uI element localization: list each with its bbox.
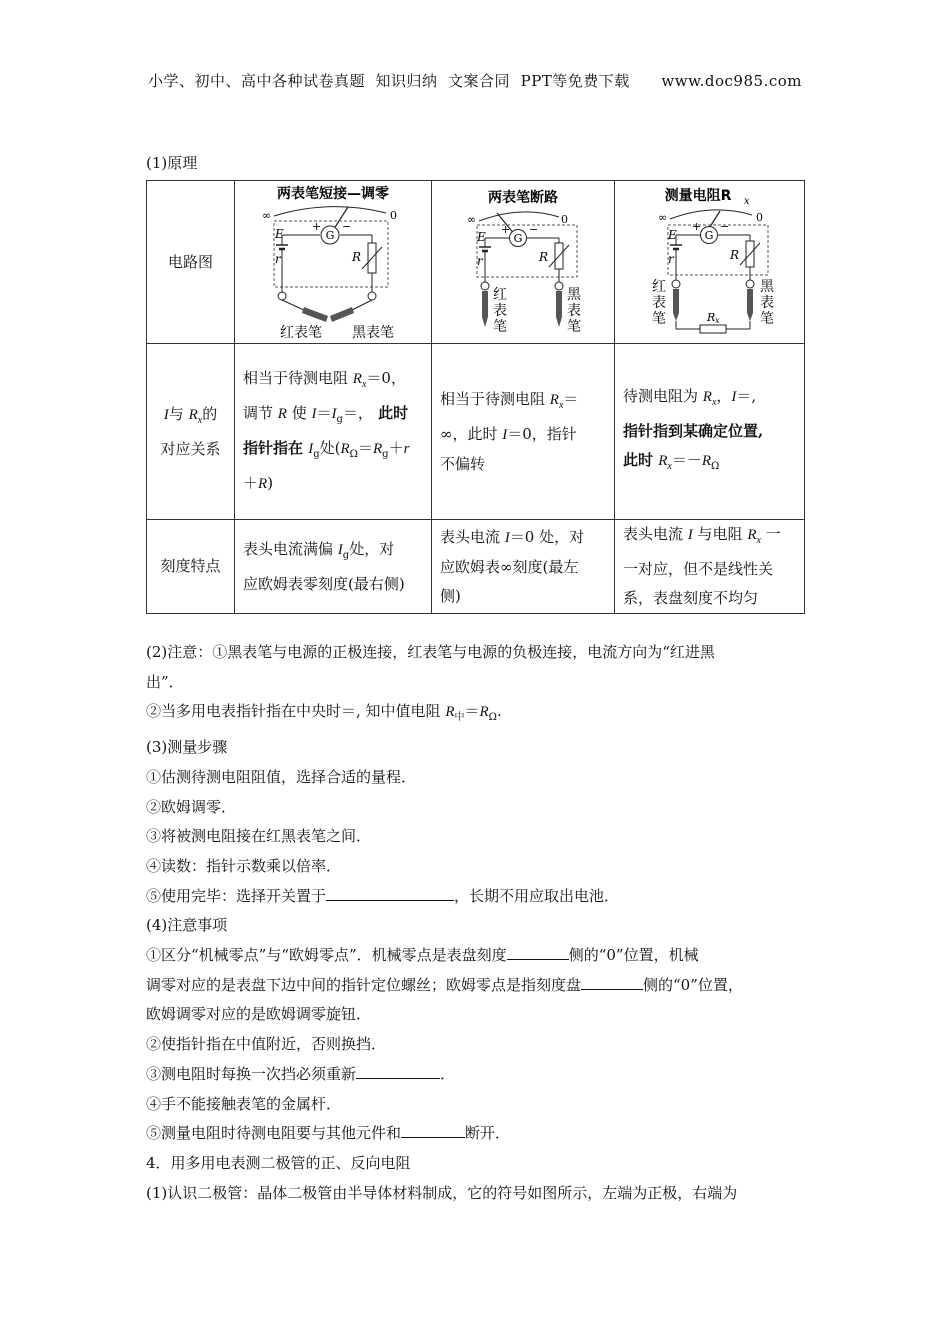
fig1-red-label: 红表笔 — [280, 325, 322, 341]
fig2-black-probe — [556, 291, 562, 317]
fig2-black-label-1: 黑 — [567, 287, 581, 303]
step-3: ③将被测电阻接在红黑表笔之间． — [146, 827, 372, 846]
fig1-minus: − — [342, 220, 352, 233]
fig3-red-label-1: 红 — [651, 279, 666, 295]
table-row-circuit — [147, 181, 805, 344]
fig2-red-probe — [482, 291, 488, 317]
fig2-red-label-2: 表 — [493, 303, 507, 319]
fig1-plus: + — [312, 220, 322, 233]
figure-short-circuit — [235, 181, 432, 344]
table-row-relation — [147, 344, 805, 520]
fig2-infinity: ∞ — [467, 213, 477, 226]
fig3-title-sub: x — [743, 196, 750, 207]
fig1-R: R — [352, 250, 362, 264]
page-header: 小学、初中、高中各种试卷真题 知识归纳 文案合同 PPT等免费下载 www.doc985.com — [147, 72, 802, 90]
fig3-G: G — [704, 229, 713, 242]
cell-scale-open: 表头电流 I＝0 处，对 应欧姆表∞刻度(最左 侧) — [432, 520, 615, 614]
rh-yu: 与 — [168, 404, 184, 423]
fig3-R: R — [729, 248, 739, 262]
fig2-zero: 0 — [561, 213, 568, 226]
fig1-G: G — [325, 229, 335, 242]
fig3-rx-sub: x — [714, 316, 720, 325]
circuit-diagram-open — [437, 183, 609, 341]
section-principle-title: (1)原理 — [146, 154, 198, 172]
fig3-E: E — [667, 228, 677, 242]
rh-I: I — [163, 406, 169, 423]
diode-line-1: (1)认识二极管：晶体二极管由半导体材料制成，它的符号如图所示，左端为正极，右端为 — [146, 1183, 738, 1202]
cell-relation-short: 相当于待测电阻 $R_x=0$， 调节 R 使 $I=I_g=$， 此时 指针指在 $I_g$处($R_\Omega=R_g+r$ ＋R) — [235, 344, 432, 520]
fig1-black-label: 黑表笔 — [352, 325, 394, 341]
fig2-scale-arc — [479, 212, 559, 221]
figure-measure-rx — [615, 181, 805, 344]
fig1-black-probe — [330, 307, 354, 322]
fig3-black-probe — [747, 289, 753, 313]
cell-scale-measure: 表头电流 I 与电阻 $R_x$ 一 一对应，但不是线性关 系，表盘刻度不均匀 — [615, 520, 805, 614]
caution-1-line-1: ①区分“机械零点”与“欧姆零点”．机械零点是表盘刻度 侧的“0”位置，机械 — [146, 946, 699, 965]
fig3-plus: + — [691, 220, 701, 233]
fig2-title: 两表笔断路 — [488, 190, 558, 206]
rh-R: R — [188, 406, 198, 423]
fig2-G: G — [513, 232, 523, 245]
diode-section-title: 4．用多用电表测二极管的正、反向电阻 — [146, 1153, 411, 1172]
fig3-title: 测量电阻R — [664, 188, 731, 204]
row-head-circuit: 电路图 — [147, 181, 235, 344]
steps-title: (3)测量步骤 — [146, 738, 228, 757]
blank-power-source[interactable] — [401, 1123, 465, 1138]
rh-relation: 对应关系 — [160, 439, 221, 458]
figure-open-circuit — [432, 181, 615, 344]
fig3-minus: − — [719, 220, 729, 233]
cell-relation-open: 相当于待测电阻 $R_x=$ ∞，此时 I＝0，指针 不偏转 — [432, 344, 615, 520]
blank-switch-position[interactable] — [326, 886, 454, 901]
table-row-scale — [147, 520, 805, 614]
rh-x: x — [197, 414, 203, 426]
row-head-scale: 刻度特点 — [147, 520, 235, 614]
circuit-diagram-measure — [620, 183, 800, 341]
fig2-r: r — [477, 254, 483, 268]
fig3-rx-resistor — [700, 325, 726, 333]
fig2-plus: + — [501, 223, 511, 236]
fig3-r: r — [667, 252, 674, 266]
fig1-zero: 0 — [390, 209, 397, 222]
step-4: ④读数：指针示数乘以倍率． — [146, 856, 342, 875]
fig2-minus: − — [529, 223, 539, 236]
fig1-red-probe — [302, 307, 328, 322]
fig3-red-label-2: 表 — [651, 295, 666, 311]
caution-1-line-2: 调零对应的是表盘下边中间的指针定位螺丝；欧姆零点是指刻度盘 侧的“0”位置， — [146, 975, 743, 994]
fig3-scale-arc — [670, 210, 752, 219]
fig3-red-probe — [673, 289, 679, 313]
circuit-diagram-short — [240, 183, 426, 341]
fig2-black-label-2: 表 — [567, 303, 581, 319]
fig1-r: r — [275, 252, 281, 266]
fig3-red-label-3: 笔 — [651, 311, 666, 327]
cell-relation-measure: 待测电阻为 $R_x$，I＝, 指针指到某确定位置, 此时 $R_x=-R_\Omega$ — [615, 344, 805, 520]
fig3-zero: 0 — [755, 211, 763, 224]
step-5: ⑤使用完毕：选择开关置于 ，长期不用应取出电池． — [146, 886, 620, 905]
caution-2: ②使指针指在中值附近，否则换挡． — [146, 1035, 387, 1054]
fig1-E: E — [275, 227, 284, 241]
fig3-infinity: ∞ — [657, 211, 667, 224]
fig3-rx-label: R — [706, 311, 715, 324]
fig2-red-label-3: 笔 — [493, 319, 507, 335]
fig2-R: R — [539, 250, 549, 264]
cautions-title: (4)注意事项 — [146, 916, 228, 935]
fig1-infinity: ∞ — [262, 209, 272, 222]
cell-scale-short: 表头电流满偏 $I_g$处，对 应欧姆表零刻度(最右侧) — [235, 520, 432, 614]
fig1-title: 两表笔短接—调零 — [277, 186, 389, 202]
note-line-1: (2)注意：①黑表笔与电源的正极连接，红表笔与电源的负极连接，电流方向为“红进黑 — [146, 643, 715, 661]
principle-table — [146, 180, 805, 614]
step-1: ①估测待测电阻阻值，选择合适的量程． — [146, 767, 417, 786]
fig2-black-label-3: 笔 — [567, 319, 581, 335]
blank-mechanical-zero-side[interactable] — [507, 945, 569, 960]
note-line-2: 出”． — [146, 672, 184, 691]
caution-1-line-3: 欧姆调零对应的是欧姆调零旋钮． — [146, 1005, 372, 1024]
fig3-black-label-3: 笔 — [759, 311, 774, 327]
caution-4: ④手不能接触表笔的金属杆． — [146, 1094, 342, 1113]
fig3-black-label-2: 表 — [759, 295, 774, 311]
fig2-E: E — [477, 230, 486, 244]
rh-de: 的 — [202, 404, 218, 423]
caution-3: ③测电阻时每换一次挡必须重新 ． — [146, 1064, 456, 1083]
caution-5: ⑤测量电阻时待测电阻要与其他元件和 断开． — [146, 1124, 511, 1143]
step-2: ②欧姆调零． — [146, 797, 237, 816]
fig1-scale-arc — [274, 207, 386, 216]
fig3-black-label-1: 黑 — [759, 279, 774, 295]
row-head-relation — [147, 344, 235, 520]
blank-ohm-zero-side[interactable] — [581, 975, 643, 990]
body-text — [146, 638, 826, 1208]
fig2-red-label-1: 红 — [493, 287, 507, 303]
note-line-3: ②当多用电表指针指在中央时＝, 知中值电阻 $R_中=R_\Omega$. — [146, 702, 502, 724]
blank-rezero[interactable] — [356, 1064, 440, 1079]
